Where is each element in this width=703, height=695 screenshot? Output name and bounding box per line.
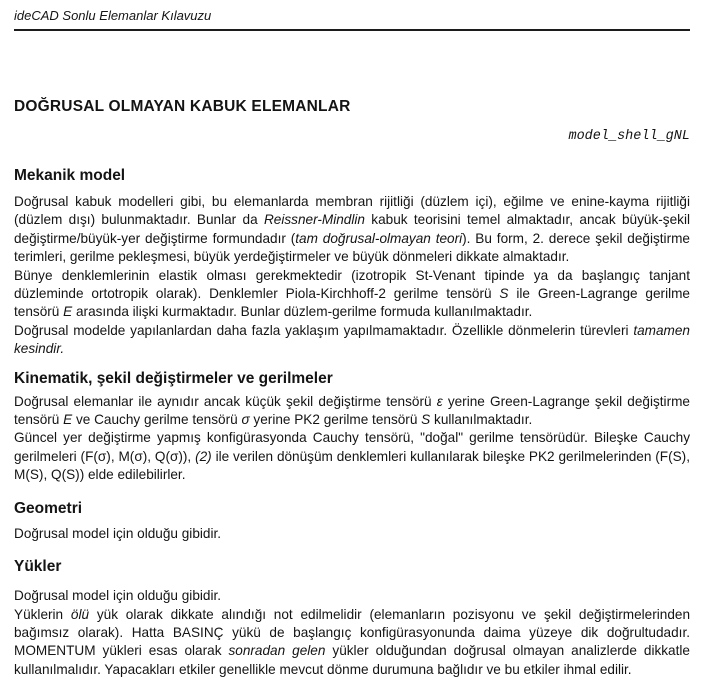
page-title: DOĞRUSAL OLMAYAN KABUK ELEMANLAR	[14, 98, 351, 115]
paragraph	[14, 193, 690, 267]
running-header: ideCAD Sonlu Elemanlar Kılavuzu	[14, 8, 212, 23]
paragraph	[14, 267, 690, 322]
section-kinematik	[14, 370, 690, 485]
text-run: Doğrusal elemanlar ile aynıdır ancak küçük şekil değiştirme tensörü	[14, 393, 437, 409]
text-run: ile Green-Lagrange gerilme tensörü	[14, 286, 690, 320]
emphasis-text: E	[63, 412, 73, 428]
emphasis-text: tamamen kesindir.	[14, 322, 690, 357]
section-heading: Geometri	[14, 499, 83, 517]
emphasis-text: S	[421, 412, 431, 428]
text-run: yerine Green-Lagrange şekil değiştirme tensörü	[14, 393, 690, 428]
text-run: Doğrusal model için olduğu gibidir.	[14, 588, 222, 604]
text-run: ile verilen dönüşüm denklemleri kullanılarak bileşke PK2 gerilmelerinden (F(S), M(S), Q(S)) elde edilebilirler.	[14, 448, 690, 483]
emphasis-text: sonradan gelen	[228, 643, 326, 659]
emphasis-text: ölü	[70, 606, 90, 622]
model-reference-tag: model_shell_gNL	[568, 129, 690, 144]
paragraph	[14, 429, 690, 484]
text-run: Yüklerin	[14, 606, 71, 622]
text-run: Bünye denklemlerinin elastik olması gerekmektedir (izotropik St-Venant tipinde ya da başlangıç tanjant düzleminde ortotropik olarak). Denklemler Piola-Kirchhoff-2 gerilme tensörü	[14, 267, 690, 302]
text-run: arasında ilişki kurmaktadır. Bunlar düzlem-gerilme formuda kullanılmaktadır.	[72, 304, 533, 320]
emphasis-text: E	[63, 304, 73, 320]
section-heading: Mekanik model	[14, 167, 126, 184]
emphasis-text: σ	[241, 412, 250, 428]
paragraph	[14, 322, 690, 359]
header-rule	[14, 29, 690, 31]
paragraph	[14, 587, 690, 605]
section-geometri	[14, 500, 690, 543]
text-run: yerine PK2 gerilme tensörü	[249, 412, 422, 428]
text-run: Doğrusal kabuk modelleri gibi, bu elemanlarda membran rijitliği (düzlem içi), eğilme ve enine-kayma rijitliği (düzlem dışı) bulunmaktadır. Bunlar da	[14, 194, 690, 228]
section-heading: Kinematik, şekil değiştirmeler ve gerilmeler	[14, 369, 333, 387]
section-heading: Yükler	[14, 558, 62, 576]
paragraph	[14, 606, 690, 680]
section-yukler	[14, 558, 690, 679]
text-run: ). Bu form, 2. derece şekil değiştirme terimleri, gerilme pekleşmesi, büyük yerdeğiştirmeler ve büyük dönmeleri dikkate almaktadır.	[14, 230, 690, 265]
emphasis-text: tam doğrusal-olmayan teori	[295, 230, 463, 246]
text-run: Doğrusal model için olduğu gibidir.	[14, 525, 222, 541]
text-run: Güncel yer değiştirme yapmış konfigürasyonda Cauchy tensörü, "doğal" gerilme tensörüdür. Bileşke Cauchy gerilmeleri (F(σ), M(σ), Q(σ)),	[14, 430, 690, 464]
emphasis-text: (2)	[195, 448, 212, 464]
text-run: ve Cauchy gerilme tensörü	[72, 412, 242, 428]
paragraph	[14, 393, 690, 430]
emphasis-text: S	[499, 286, 509, 302]
section-mekanik-model	[14, 167, 690, 359]
emphasis-text: ε	[436, 393, 443, 409]
text-run: kabuk teorisini temel almaktadır, ancak büyük-şekil değiştirme/büyük-yer değiştirme formundadır (	[14, 212, 690, 246]
text-run: yük olarak dikkate alındığı not edilmelidir (elemanların pozisyonu ve şekil değiştirmelerinden bağımsız olarak). Hatta BASINÇ yükü de başlangıç konfigürasyonunda daima yüzeye dik doğrultudadır. MOMENTUM yükleri esas olarak	[14, 606, 690, 659]
text-run: Doğrusal modelde yapılanlardan daha fazla yaklaşım yapılmamaktadır. Özellikle dönmelerin türevleri	[14, 322, 634, 338]
text-run: kullanılmaktadır.	[430, 412, 533, 428]
paragraph	[14, 525, 690, 543]
text-run: yükler olduğundan doğrusal olmayan analizlerde dikkatle kullanılmalıdır. Yapacakları etkiler genellikle mevcut dönme durumuna bağlıdır ve bu etkiler ihmal edilir.	[14, 643, 690, 677]
emphasis-text: Reissner-Mindlin	[263, 212, 365, 228]
